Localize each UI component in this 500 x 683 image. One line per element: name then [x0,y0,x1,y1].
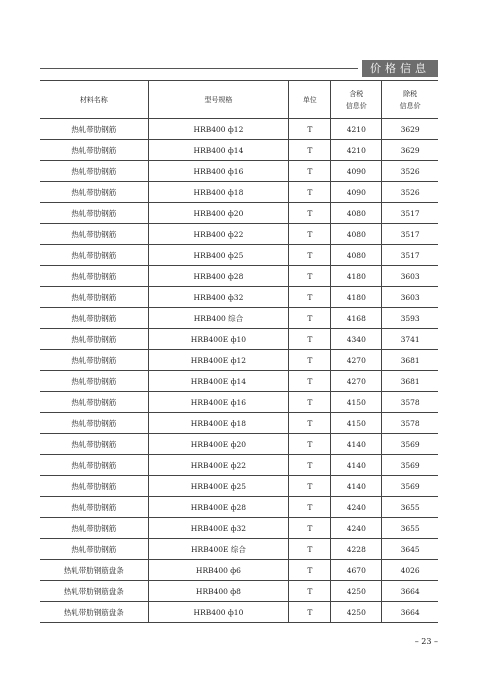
cell-price-tax-incl: 4250 [331,581,382,602]
cell-material-name: 热轧带肋钢筋盘条 [40,581,148,602]
cell-price-tax-incl: 4180 [331,266,382,287]
cell-unit: T [289,560,331,581]
cell-material-name: 热轧带肋钢筋 [40,392,148,413]
cell-spec: HRB400E ф28 [148,497,289,518]
cell-unit: T [289,161,331,182]
cell-price-tax-excl: 4026 [382,560,438,581]
cell-price-tax-incl: 4168 [331,308,382,329]
cell-material-name: 热轧带肋钢筋 [40,224,148,245]
cell-price-tax-incl: 4340 [331,329,382,350]
cell-material-name: 热轧带肋钢筋 [40,308,148,329]
cell-unit: T [289,140,331,161]
cell-spec: HRB400 ф14 [148,140,289,161]
cell-price-tax-excl: 3664 [382,581,438,602]
table-row [40,182,438,203]
table-row [40,602,438,623]
cell-unit: T [289,203,331,224]
cell-price-tax-incl: 4090 [331,161,382,182]
cell-spec: HRB400 ф10 [148,602,289,623]
cell-material-name: 热轧带肋钢筋 [40,476,148,497]
table-row [40,308,438,329]
table-row [40,434,438,455]
table-row [40,539,438,560]
header-price-tax-excl: 除税 信息价 [382,81,438,119]
cell-unit: T [289,224,331,245]
page-number: – 23 – [414,637,438,646]
cell-price-tax-incl: 4080 [331,203,382,224]
cell-price-tax-incl: 4270 [331,371,382,392]
table-row [40,245,438,266]
table-row [40,329,438,350]
cell-unit: T [289,350,331,371]
cell-material-name: 热轧带肋钢筋 [40,245,148,266]
section-label: 价格信息 [362,60,438,77]
cell-price-tax-excl: 3526 [382,182,438,203]
cell-price-tax-excl: 3655 [382,518,438,539]
cell-material-name: 热轧带肋钢筋 [40,287,148,308]
cell-spec: HRB400E ф22 [148,455,289,476]
cell-unit: T [289,539,331,560]
cell-price-tax-excl: 3569 [382,434,438,455]
table-row [40,518,438,539]
cell-price-tax-incl: 4210 [331,119,382,140]
table-row [40,581,438,602]
cell-spec: HRB400 ф20 [148,203,289,224]
cell-unit: T [289,434,331,455]
cell-price-tax-excl: 3517 [382,203,438,224]
cell-price-tax-excl: 3517 [382,224,438,245]
cell-price-tax-incl: 4228 [331,539,382,560]
cell-price-tax-incl: 4150 [331,392,382,413]
table-row [40,371,438,392]
cell-spec: HRB400E ф12 [148,350,289,371]
table-row [40,455,438,476]
cell-price-tax-incl: 4150 [331,413,382,434]
cell-price-tax-incl: 4180 [331,287,382,308]
cell-material-name: 热轧带肋钢筋 [40,539,148,560]
cell-price-tax-excl: 3629 [382,119,438,140]
cell-unit: T [289,329,331,350]
table-row [40,287,438,308]
cell-price-tax-excl: 3578 [382,413,438,434]
cell-material-name: 热轧带肋钢筋 [40,455,148,476]
cell-price-tax-excl: 3645 [382,539,438,560]
table-row [40,476,438,497]
cell-price-tax-incl: 4140 [331,455,382,476]
cell-spec: HRB400 ф16 [148,161,289,182]
cell-unit: T [289,371,331,392]
cell-spec: HRB400E ф20 [148,434,289,455]
price-table [40,80,438,623]
cell-unit: T [289,476,331,497]
cell-price-tax-incl: 4240 [331,497,382,518]
cell-material-name: 热轧带肋钢筋 [40,203,148,224]
cell-spec: HRB400 ф28 [148,266,289,287]
cell-unit: T [289,182,331,203]
cell-unit: T [289,455,331,476]
cell-spec: HRB400E ф32 [148,518,289,539]
table-row [40,497,438,518]
cell-spec: HRB400 ф8 [148,581,289,602]
cell-spec: HRB400E ф10 [148,329,289,350]
cell-price-tax-excl: 3603 [382,287,438,308]
cell-material-name: 热轧带肋钢筋 [40,329,148,350]
table-header-row [40,81,438,119]
header-material-name: 材料名称 [40,81,148,119]
cell-price-tax-excl: 3681 [382,350,438,371]
cell-unit: T [289,581,331,602]
cell-spec: HRB400E 综合 [148,539,289,560]
table-row [40,161,438,182]
cell-spec: HRB400 ф12 [148,119,289,140]
cell-unit: T [289,518,331,539]
cell-material-name: 热轧带肋钢筋 [40,119,148,140]
cell-unit: T [289,413,331,434]
cell-material-name: 热轧带肋钢筋盘条 [40,602,148,623]
cell-spec: HRB400E ф18 [148,413,289,434]
cell-price-tax-excl: 3569 [382,455,438,476]
cell-spec: HRB400E ф14 [148,371,289,392]
table-row [40,560,438,581]
cell-price-tax-incl: 4140 [331,434,382,455]
cell-spec: HRB400 ф18 [148,182,289,203]
cell-price-tax-incl: 4140 [331,476,382,497]
cell-price-tax-excl: 3603 [382,266,438,287]
header-rule [40,68,358,69]
cell-spec: HRB400E ф25 [148,476,289,497]
cell-spec: HRB400E ф16 [148,392,289,413]
cell-unit: T [289,497,331,518]
cell-unit: T [289,392,331,413]
cell-spec: HRB400 综合 [148,308,289,329]
cell-price-tax-excl: 3593 [382,308,438,329]
header-price-tax-incl: 含税 信息价 [331,81,382,119]
table-row [40,203,438,224]
cell-price-tax-incl: 4270 [331,350,382,371]
table-row [40,119,438,140]
cell-price-tax-excl: 3578 [382,392,438,413]
cell-unit: T [289,308,331,329]
cell-spec: HRB400 ф22 [148,224,289,245]
cell-material-name: 热轧带肋钢筋 [40,161,148,182]
table-row [40,413,438,434]
header-unit: 单位 [289,81,331,119]
cell-unit: T [289,119,331,140]
cell-price-tax-incl: 4670 [331,560,382,581]
table-row [40,392,438,413]
cell-price-tax-incl: 4250 [331,602,382,623]
table-row [40,140,438,161]
cell-price-tax-incl: 4080 [331,224,382,245]
cell-material-name: 热轧带肋钢筋 [40,350,148,371]
cell-spec: HRB400 ф6 [148,560,289,581]
cell-material-name: 热轧带肋钢筋 [40,413,148,434]
cell-material-name: 热轧带肋钢筋 [40,497,148,518]
cell-price-tax-incl: 4240 [331,518,382,539]
table-row [40,350,438,371]
cell-price-tax-excl: 3517 [382,245,438,266]
cell-material-name: 热轧带肋钢筋 [40,182,148,203]
cell-material-name: 热轧带肋钢筋 [40,140,148,161]
cell-price-tax-excl: 3629 [382,140,438,161]
cell-material-name: 热轧带肋钢筋 [40,371,148,392]
cell-unit: T [289,287,331,308]
cell-material-name: 热轧带肋钢筋盘条 [40,560,148,581]
cell-price-tax-excl: 3741 [382,329,438,350]
cell-spec: HRB400 ф32 [148,287,289,308]
cell-price-tax-incl: 4090 [331,182,382,203]
cell-price-tax-excl: 3655 [382,497,438,518]
table-row [40,224,438,245]
cell-price-tax-excl: 3681 [382,371,438,392]
cell-unit: T [289,245,331,266]
cell-unit: T [289,266,331,287]
cell-price-tax-excl: 3526 [382,161,438,182]
cell-price-tax-incl: 4080 [331,245,382,266]
header-spec: 型号规格 [148,81,289,119]
cell-material-name: 热轧带肋钢筋 [40,434,148,455]
cell-unit: T [289,602,331,623]
cell-material-name: 热轧带肋钢筋 [40,518,148,539]
table-row [40,266,438,287]
cell-price-tax-excl: 3664 [382,602,438,623]
cell-spec: HRB400 ф25 [148,245,289,266]
cell-price-tax-incl: 4210 [331,140,382,161]
cell-price-tax-excl: 3569 [382,476,438,497]
cell-material-name: 热轧带肋钢筋 [40,266,148,287]
